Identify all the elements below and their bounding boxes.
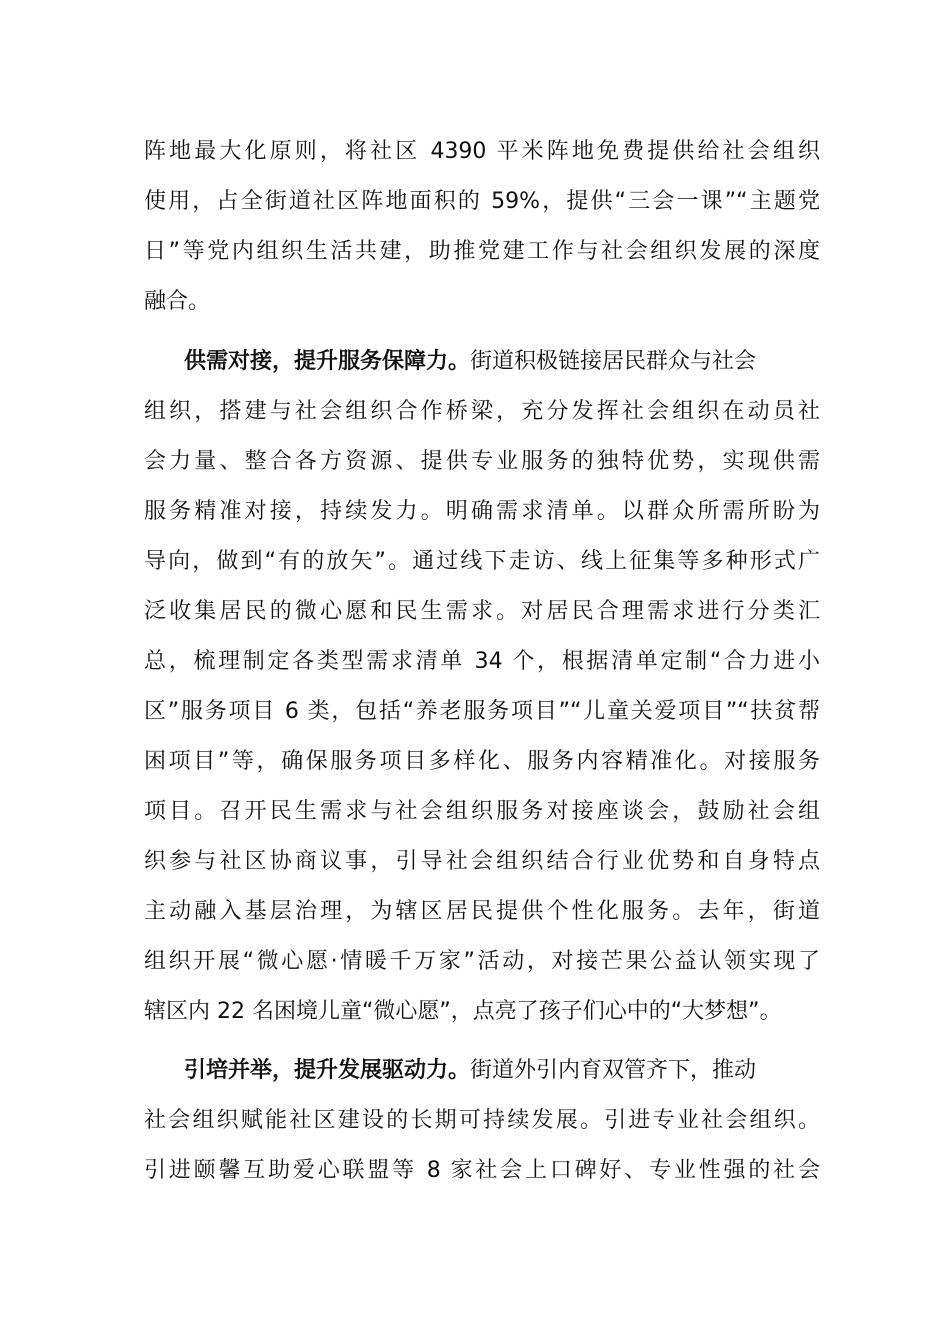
text-line: 区”服务项目 6 类，包括“养老服务项目”“儿童关爱项目”“扶贫帮 bbox=[144, 699, 820, 724]
text-line: 社会组织赋能社区建设的长期可持续发展。引进专业社会组织。 bbox=[144, 1108, 820, 1133]
text-line: 融合。 bbox=[144, 289, 211, 314]
text-line: 会力量、整合各方资源、提供专业服务的独特优势，实现供需 bbox=[144, 449, 820, 474]
text-line: 主动融入基层治理，为辖区居民提供个性化服务。去年，街道 bbox=[144, 899, 820, 924]
text-line: 困项目”等，确保服务项目多样化、服务内容精准化。对接服务 bbox=[144, 749, 820, 774]
text-line: 组织，搭建与社会组织合作桥梁，充分发挥社会组织在动员社 bbox=[144, 399, 820, 424]
paragraph-1 bbox=[144, 127, 820, 327]
text-line: 使用，占全街道社区阵地面积的 59%，提供“三会一课”“主题党 bbox=[144, 189, 820, 214]
paragraph-3 bbox=[144, 1046, 820, 1196]
text-line: 总，梳理制定各类型需求清单 34 个，根据清单定制“合力进小 bbox=[144, 649, 820, 674]
text-line: 泛收集居民的微心愿和民生需求。对居民合理需求进行分类汇 bbox=[144, 599, 820, 624]
paragraph-heading: 供需对接，提升服务保障力。 bbox=[184, 349, 471, 374]
text-run: 街道外引内育双管齐下，推动 bbox=[470, 1058, 757, 1083]
text-line: 日”等党内组织生活共建，助推党建工作与社会组织发展的深度 bbox=[144, 239, 820, 264]
paragraph-first-line bbox=[144, 1046, 820, 1096]
paragraph-heading: 引培并举，提升发展驱动力。 bbox=[184, 1058, 471, 1083]
text-line: 项目。召开民生需求与社会组织服务对接座谈会，鼓励社会组 bbox=[144, 799, 820, 824]
text-line: 导向，做到“有的放矢”。通过线下走访、线上征集等多种形式广 bbox=[144, 549, 820, 574]
paragraph-2 bbox=[144, 337, 820, 1037]
text-line: 辖区内 22 名困境儿童“微心愿”，点亮了孩子们心中的“大梦想”。 bbox=[144, 999, 782, 1024]
text-line: 组织开展“微心愿·情暖千万家”活动，对接芒果公益认领实现了 bbox=[144, 949, 820, 974]
text-line: 阵地最大化原则，将社区 4390 平米阵地免费提供给社会组织 bbox=[144, 139, 820, 164]
text-line: 引进颐馨互助爱心联盟等 8 家社会上口碑好、专业性强的社会 bbox=[144, 1158, 820, 1183]
text-line: 服务精准对接，持续发力。明确需求清单。以群众所需所盼为 bbox=[144, 499, 820, 524]
text-line: 织参与社区协商议事，引导社会组织结合行业优势和自身特点 bbox=[144, 849, 820, 874]
paragraph-first-line bbox=[144, 337, 820, 387]
text-run: 街道积极链接居民群众与社会 bbox=[470, 349, 757, 374]
